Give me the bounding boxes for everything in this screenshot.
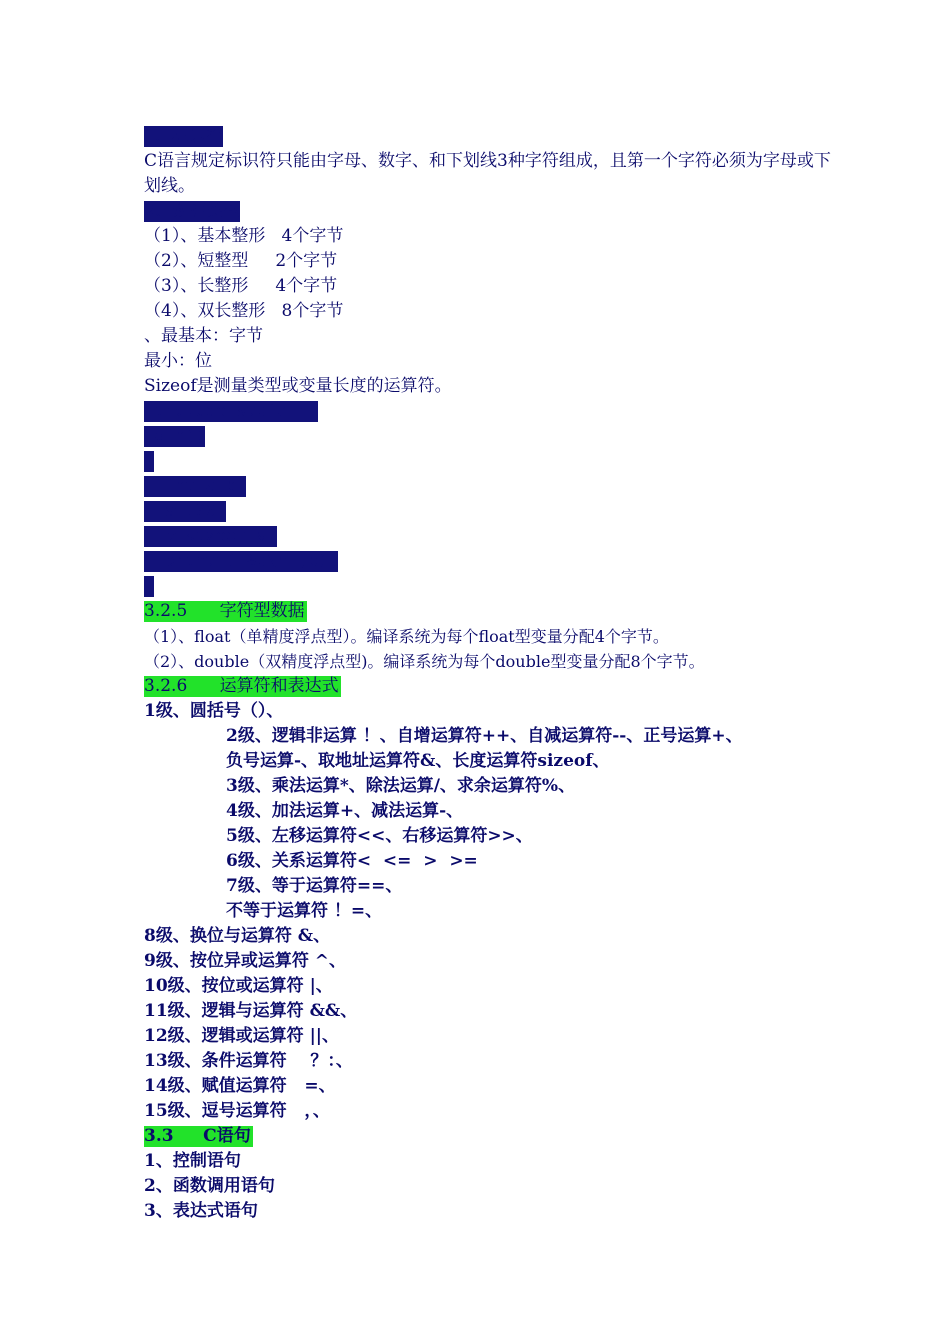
op-level-12: 12级、逻辑或运算符 ||、 [144, 1026, 339, 1046]
paragraph-identifier: C语言规定标识符只能由字母、数字、和下划线3种字符组成，且第一个字符必须为字母或下划线。 [144, 151, 831, 196]
op-level-14: 14级、赋值运算符 =、 [144, 1076, 336, 1096]
heading-operators: 3.2.6 运算符和表达式 [144, 676, 339, 696]
stmt-function-call: 2、函数调用语句 [144, 1176, 275, 1196]
op-level-2: 2级、逻辑非运算 ！、自增运算符++、自减运算符--、正号运算+、 [226, 726, 743, 746]
op-level-1: 1级、圆括号（）、 [144, 701, 284, 721]
float-line: （1）、float（单精度浮点型）。编译系统为每个float型变量分配4个字节。 [144, 627, 669, 646]
document-page [144, 124, 834, 1224]
op-level-7-cont: 不等于运算符 ！=、 [226, 901, 383, 921]
int-type-2: （2）、短整型 2个字节 [144, 251, 338, 271]
sizeof-note: Sizeof是测量类型或变量长度的运算符。 [144, 376, 452, 396]
op-level-13: 13级、条件运算符 ？：、 [144, 1051, 353, 1071]
code-line-7: printf("%d\n",b); [144, 550, 339, 571]
op-level-9: 9级、按位异或运算符 ^、 [144, 951, 346, 971]
heading-statements: 3.3 C语句 [144, 1126, 251, 1146]
op-level-10: 10级、按位或运算符 |、 [144, 976, 333, 996]
op-level-4: 4级、加法运算+、减法运算-、 [226, 801, 464, 821]
op-level-2-cont: 负号运算-、取地址运算符&、长度运算符sizeof、 [226, 751, 610, 771]
op-level-3: 3级、乘法运算*、除法运算/、求余运算符%、 [226, 776, 576, 796]
code-line-1: #include"stdio.h" [144, 400, 318, 421]
code-line-8: } [144, 575, 155, 596]
heading-datatype: 2、数据类型 [144, 201, 240, 221]
op-level-8: 8级、换位与运算符 &、 [144, 926, 331, 946]
smallest-unit: 最小：位 [144, 351, 212, 371]
code-line-3: { [144, 450, 155, 471]
int-type-1: （1）、基本整形 4个字节 [144, 226, 344, 246]
int-type-3: （3）、长整形 4个字节 [144, 276, 338, 296]
double-line: （2）、double（双精度浮点型)。编译系统为每个double型变量分配8个字节。 [144, 652, 705, 671]
op-level-15: 15级、逗号运算符 ，、 [144, 1101, 330, 1121]
op-level-11: 11级、逻辑与运算符 &&、 [144, 1001, 358, 1021]
heading-identifier: 1、标识符 [144, 126, 223, 146]
int-type-4: （4）、双长整形 8个字节 [144, 301, 344, 321]
basic-unit: 、最基本：字节 [144, 326, 263, 346]
op-level-6: 6级、关系运算符< <= > >= [226, 851, 478, 871]
stmt-control: 1、控制语句 [144, 1151, 241, 1171]
code-line-6: b=sizeof a; [144, 525, 278, 546]
code-line-5: a=100; [144, 500, 226, 521]
code-line-2: main() [144, 425, 206, 446]
op-level-7: 7级、等于运算符==、 [226, 876, 403, 896]
heading-char-data: 3.2.5 字符型数据 [144, 601, 305, 621]
code-line-4: int a,b; [144, 475, 247, 496]
stmt-expression: 3、表达式语句 [144, 1201, 258, 1221]
op-level-5: 5级、左移运算符<<、右移运算符>>、 [226, 826, 533, 846]
